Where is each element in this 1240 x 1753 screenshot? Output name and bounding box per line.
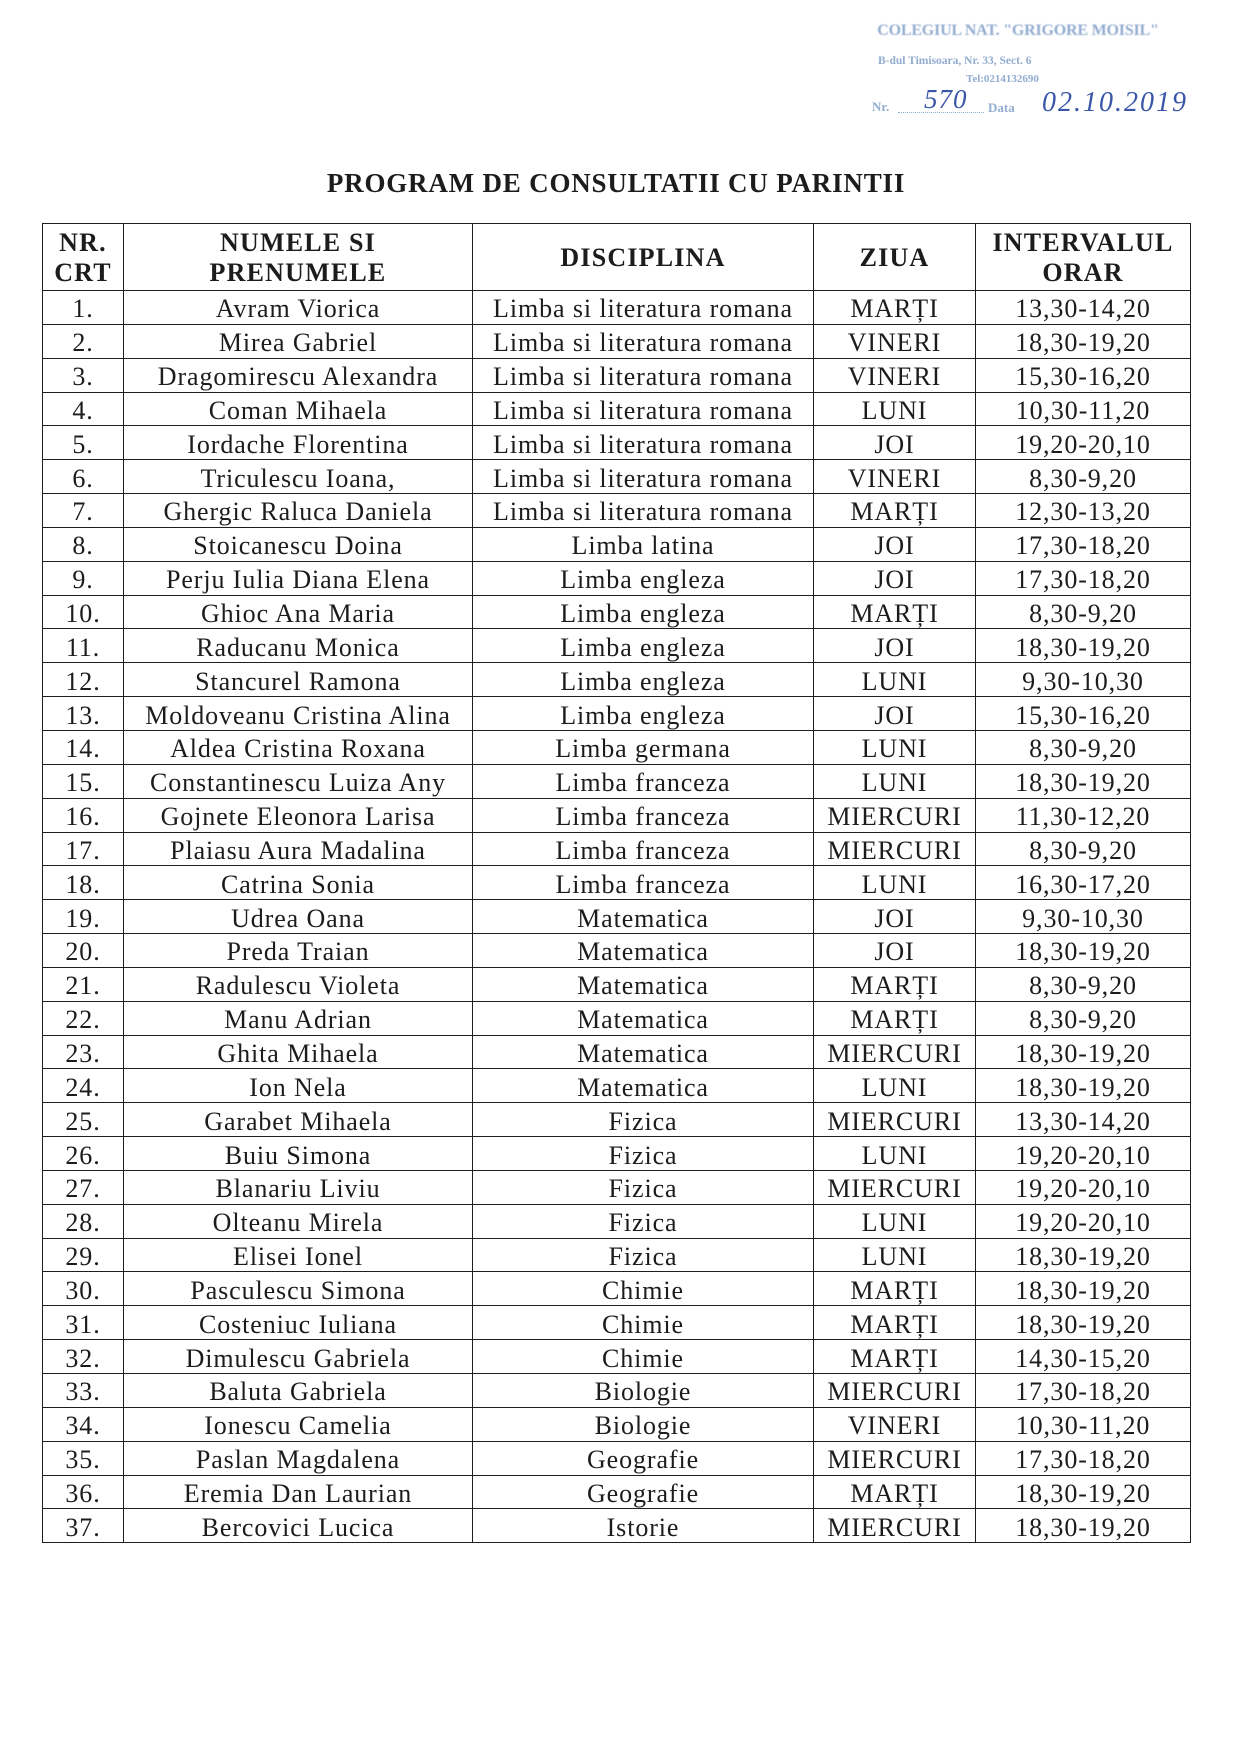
row-number-cell: 9.: [42, 562, 124, 596]
discipline-cell: Fizica: [473, 1103, 814, 1137]
school-registration-stamp: [0, 0, 1240, 140]
row-number-cell: 32.: [42, 1340, 124, 1374]
discipline-cell: Matematica: [473, 1069, 814, 1103]
day-cell: MIERCURI: [814, 1442, 976, 1476]
row-number-cell: 17.: [42, 833, 124, 867]
time-interval-cell: 13,30-14,20: [976, 291, 1191, 325]
header-interval: [976, 223, 1191, 291]
row-number-cell: 5.: [42, 426, 124, 460]
row-number-cell: 28.: [42, 1205, 124, 1239]
discipline-cell: Limba si literatura romana: [473, 325, 814, 359]
time-interval-cell: 18,30-19,20: [976, 765, 1191, 799]
row-number-cell: 37.: [42, 1509, 124, 1543]
row-number-cell: 35.: [42, 1442, 124, 1476]
time-interval-cell: 18,30-19,20: [976, 1509, 1191, 1543]
row-number-cell: 1.: [42, 291, 124, 325]
row-number-cell: 25.: [42, 1103, 124, 1137]
time-interval-cell: 13,30-14,20: [976, 1103, 1191, 1137]
teacher-name-cell: Preda Traian: [124, 934, 473, 968]
discipline-cell: Matematica: [473, 968, 814, 1002]
discipline-cell: Limba si literatura romana: [473, 426, 814, 460]
day-cell: JOI: [814, 562, 976, 596]
time-interval-cell: 17,30-18,20: [976, 528, 1191, 562]
header-name: [124, 223, 473, 291]
row-number-cell: 20.: [42, 934, 124, 968]
day-cell: MIERCURI: [814, 1171, 976, 1205]
row-number-cell: 19.: [42, 900, 124, 934]
day-cell: LUNI: [814, 1205, 976, 1239]
day-cell: MARȚI: [814, 1476, 976, 1510]
time-interval-cell: 12,30-13,20: [976, 494, 1191, 528]
time-interval-cell: 8,30-9,20: [976, 460, 1191, 494]
discipline-cell: Limba latina: [473, 528, 814, 562]
time-interval-cell: 18,30-19,20: [976, 934, 1191, 968]
teacher-name-cell: Mirea Gabriel: [124, 325, 473, 359]
day-cell: MARȚI: [814, 291, 976, 325]
discipline-cell: Fizica: [473, 1239, 814, 1273]
time-interval-cell: 17,30-18,20: [976, 1442, 1191, 1476]
header-nr-line1: NR.: [59, 228, 107, 257]
header-discipline: [473, 223, 814, 291]
teacher-name-cell: Manu Adrian: [124, 1002, 473, 1036]
teacher-name-cell: Ghergic Raluca Daniela: [124, 494, 473, 528]
discipline-cell: Limba si literatura romana: [473, 359, 814, 393]
teacher-name-cell: Ionescu Camelia: [124, 1408, 473, 1442]
discipline-cell: Matematica: [473, 1002, 814, 1036]
row-number-cell: 4.: [42, 393, 124, 427]
day-cell: VINERI: [814, 359, 976, 393]
teacher-name-cell: Blanariu Liviu: [124, 1171, 473, 1205]
time-interval-cell: 8,30-9,20: [976, 731, 1191, 765]
teacher-name-cell: Elisei Ionel: [124, 1239, 473, 1273]
row-number-cell: 16.: [42, 799, 124, 833]
row-number-cell: 13.: [42, 697, 124, 731]
teacher-name-cell: Moldoveanu Cristina Alina: [124, 697, 473, 731]
discipline-cell: Matematica: [473, 934, 814, 968]
teacher-name-cell: Paslan Magdalena: [124, 1442, 473, 1476]
day-cell: MIERCURI: [814, 1509, 976, 1543]
day-cell: VINERI: [814, 325, 976, 359]
day-cell: LUNI: [814, 731, 976, 765]
time-interval-cell: 17,30-18,20: [976, 1374, 1191, 1408]
handwritten-date: 02.10.2019: [1042, 87, 1188, 118]
discipline-cell: Istorie: [473, 1509, 814, 1543]
teacher-name-cell: Dimulescu Gabriela: [124, 1340, 473, 1374]
day-cell: LUNI: [814, 765, 976, 799]
teacher-name-cell: Catrina Sonia: [124, 866, 473, 900]
day-cell: JOI: [814, 629, 976, 663]
header-discipline-label: DISCIPLINA: [560, 243, 726, 272]
day-cell: LUNI: [814, 393, 976, 427]
row-number-cell: 24.: [42, 1069, 124, 1103]
discipline-cell: Limba engleza: [473, 629, 814, 663]
row-number-cell: 33.: [42, 1374, 124, 1408]
teacher-name-cell: Baluta Gabriela: [124, 1374, 473, 1408]
time-interval-cell: 15,30-16,20: [976, 359, 1191, 393]
teacher-name-cell: Coman Mihaela: [124, 393, 473, 427]
stamp-institution-name: COLEGIUL NAT. "GRIGORE MOISIL": [877, 22, 1159, 39]
teacher-name-cell: Raducanu Monica: [124, 629, 473, 663]
teacher-name-cell: Pasculescu Simona: [124, 1272, 473, 1306]
day-cell: LUNI: [814, 663, 976, 697]
discipline-cell: Limba engleza: [473, 663, 814, 697]
teacher-name-cell: Radulescu Violeta: [124, 968, 473, 1002]
day-cell: MARȚI: [814, 596, 976, 630]
row-number-cell: 11.: [42, 629, 124, 663]
discipline-cell: Biologie: [473, 1408, 814, 1442]
day-cell: LUNI: [814, 1137, 976, 1171]
teacher-name-cell: Ghita Mihaela: [124, 1036, 473, 1070]
row-number-cell: 21.: [42, 968, 124, 1002]
stamp-registration-line: [872, 84, 1202, 124]
row-number-cell: 15.: [42, 765, 124, 799]
header-nr-line2: CRT: [54, 258, 112, 287]
row-number-cell: 27.: [42, 1171, 124, 1205]
time-interval-cell: 19,20-20,10: [976, 1171, 1191, 1205]
discipline-cell: Chimie: [473, 1272, 814, 1306]
stamp-number-label: Nr.: [872, 99, 890, 114]
day-cell: LUNI: [814, 1069, 976, 1103]
discipline-cell: Limba germana: [473, 731, 814, 765]
teacher-name-cell: Stancurel Ramona: [124, 663, 473, 697]
discipline-cell: Biologie: [473, 1374, 814, 1408]
discipline-cell: Chimie: [473, 1306, 814, 1340]
time-interval-cell: 18,30-19,20: [976, 1036, 1191, 1070]
header-day-label: ZIUA: [859, 243, 930, 272]
teacher-name-cell: Stoicanescu Doina: [124, 528, 473, 562]
discipline-cell: Geografie: [473, 1442, 814, 1476]
document-title: PROGRAM DE CONSULTATII CU PARINTII: [326, 168, 906, 198]
teacher-name-cell: Eremia Dan Laurian: [124, 1476, 473, 1510]
time-interval-cell: 18,30-19,20: [976, 325, 1191, 359]
teacher-name-cell: Buiu Simona: [124, 1137, 473, 1171]
time-interval-cell: 8,30-9,20: [976, 1002, 1191, 1036]
day-cell: JOI: [814, 697, 976, 731]
header-interval-line2: ORAR: [1042, 258, 1124, 287]
consultation-schedule-table: [42, 223, 1191, 1543]
row-number-cell: 14.: [42, 731, 124, 765]
row-number-cell: 30.: [42, 1272, 124, 1306]
time-interval-cell: 8,30-9,20: [976, 833, 1191, 867]
discipline-cell: Limba si literatura romana: [473, 393, 814, 427]
discipline-cell: Chimie: [473, 1340, 814, 1374]
day-cell: MIERCURI: [814, 1374, 976, 1408]
header-name-line1: NUMELE SI: [220, 228, 376, 257]
discipline-cell: Matematica: [473, 1036, 814, 1070]
discipline-cell: Limba franceza: [473, 866, 814, 900]
time-interval-cell: 18,30-19,20: [976, 1476, 1191, 1510]
teacher-name-cell: Perju Iulia Diana Elena: [124, 562, 473, 596]
day-cell: LUNI: [814, 866, 976, 900]
row-number-cell: 23.: [42, 1036, 124, 1070]
discipline-cell: Limba engleza: [473, 697, 814, 731]
discipline-cell: Limba si literatura romana: [473, 291, 814, 325]
day-cell: MARȚI: [814, 1002, 976, 1036]
teacher-name-cell: Dragomirescu Alexandra: [124, 359, 473, 393]
day-cell: MARȚI: [814, 1272, 976, 1306]
discipline-cell: Limba engleza: [473, 562, 814, 596]
header-interval-line1: INTERVALUL: [992, 228, 1174, 257]
time-interval-cell: 19,20-20,10: [976, 1137, 1191, 1171]
time-interval-cell: 9,30-10,30: [976, 900, 1191, 934]
row-number-cell: 26.: [42, 1137, 124, 1171]
time-interval-cell: 19,20-20,10: [976, 1205, 1191, 1239]
handwritten-registration-number: 570: [924, 84, 968, 114]
time-interval-cell: 14,30-15,20: [976, 1340, 1191, 1374]
discipline-cell: Matematica: [473, 900, 814, 934]
teacher-name-cell: Aldea Cristina Roxana: [124, 731, 473, 765]
time-interval-cell: 18,30-19,20: [976, 1272, 1191, 1306]
time-interval-cell: 8,30-9,20: [976, 968, 1191, 1002]
day-cell: MIERCURI: [814, 799, 976, 833]
teacher-name-cell: Ghioc Ana Maria: [124, 596, 473, 630]
teacher-name-cell: Avram Viorica: [124, 291, 473, 325]
day-cell: MARȚI: [814, 1306, 976, 1340]
row-number-cell: 10.: [42, 596, 124, 630]
day-cell: JOI: [814, 528, 976, 562]
day-cell: VINERI: [814, 1408, 976, 1442]
teacher-name-cell: Triculescu Ioana,: [124, 460, 473, 494]
stamp-date-label: Data: [988, 100, 1015, 115]
teacher-name-cell: Udrea Oana: [124, 900, 473, 934]
teacher-name-cell: Constantinescu Luiza Any: [124, 765, 473, 799]
header-nr-crt: [42, 223, 124, 291]
discipline-cell: Fizica: [473, 1171, 814, 1205]
teacher-name-cell: Iordache Florentina: [124, 426, 473, 460]
row-number-cell: 29.: [42, 1239, 124, 1273]
discipline-cell: Limba engleza: [473, 596, 814, 630]
teacher-name-cell: Plaiasu Aura Madalina: [124, 833, 473, 867]
teacher-name-cell: Costeniuc Iuliana: [124, 1306, 473, 1340]
row-number-cell: 12.: [42, 663, 124, 697]
header-day: [814, 223, 976, 291]
discipline-cell: Limba franceza: [473, 799, 814, 833]
row-number-cell: 8.: [42, 528, 124, 562]
stamp-phone: Tel:0214132690: [966, 73, 1039, 85]
day-cell: MARȚI: [814, 968, 976, 1002]
day-cell: LUNI: [814, 1239, 976, 1273]
time-interval-cell: 18,30-19,20: [976, 1239, 1191, 1273]
row-number-cell: 18.: [42, 866, 124, 900]
time-interval-cell: 15,30-16,20: [976, 697, 1191, 731]
discipline-cell: Geografie: [473, 1476, 814, 1510]
teacher-name-cell: Olteanu Mirela: [124, 1205, 473, 1239]
row-number-cell: 6.: [42, 460, 124, 494]
discipline-cell: Fizica: [473, 1137, 814, 1171]
day-cell: JOI: [814, 426, 976, 460]
time-interval-cell: 11,30-12,20: [976, 799, 1191, 833]
day-cell: MIERCURI: [814, 833, 976, 867]
discipline-cell: Limba si literatura romana: [473, 460, 814, 494]
discipline-cell: Fizica: [473, 1205, 814, 1239]
day-cell: JOI: [814, 900, 976, 934]
day-cell: MIERCURI: [814, 1103, 976, 1137]
row-number-cell: 22.: [42, 1002, 124, 1036]
time-interval-cell: 10,30-11,20: [976, 393, 1191, 427]
time-interval-cell: 17,30-18,20: [976, 562, 1191, 596]
discipline-cell: Limba si literatura romana: [473, 494, 814, 528]
time-interval-cell: 19,20-20,10: [976, 426, 1191, 460]
time-interval-cell: 18,30-19,20: [976, 1069, 1191, 1103]
time-interval-cell: 16,30-17,20: [976, 866, 1191, 900]
day-cell: MIERCURI: [814, 1036, 976, 1070]
time-interval-cell: 9,30-10,30: [976, 663, 1191, 697]
stamp-address: B-dul Timisoara, Nr. 33, Sect. 6: [878, 55, 1032, 67]
row-number-cell: 3.: [42, 359, 124, 393]
discipline-cell: Limba franceza: [473, 765, 814, 799]
day-cell: JOI: [814, 934, 976, 968]
teacher-name-cell: Ion Nela: [124, 1069, 473, 1103]
teacher-name-cell: Bercovici Lucica: [124, 1509, 473, 1543]
time-interval-cell: 18,30-19,20: [976, 629, 1191, 663]
day-cell: VINERI: [814, 460, 976, 494]
row-number-cell: 34.: [42, 1408, 124, 1442]
day-cell: MARȚI: [814, 494, 976, 528]
row-number-cell: 7.: [42, 494, 124, 528]
time-interval-cell: 18,30-19,20: [976, 1306, 1191, 1340]
row-number-cell: 36.: [42, 1476, 124, 1510]
time-interval-cell: 10,30-11,20: [976, 1408, 1191, 1442]
time-interval-cell: 8,30-9,20: [976, 596, 1191, 630]
teacher-name-cell: Gojnete Eleonora Larisa: [124, 799, 473, 833]
row-number-cell: 2.: [42, 325, 124, 359]
row-number-cell: 31.: [42, 1306, 124, 1340]
teacher-name-cell: Garabet Mihaela: [124, 1103, 473, 1137]
day-cell: MARȚI: [814, 1340, 976, 1374]
header-name-line2: PRENUMELE: [209, 258, 387, 287]
discipline-cell: Limba franceza: [473, 833, 814, 867]
